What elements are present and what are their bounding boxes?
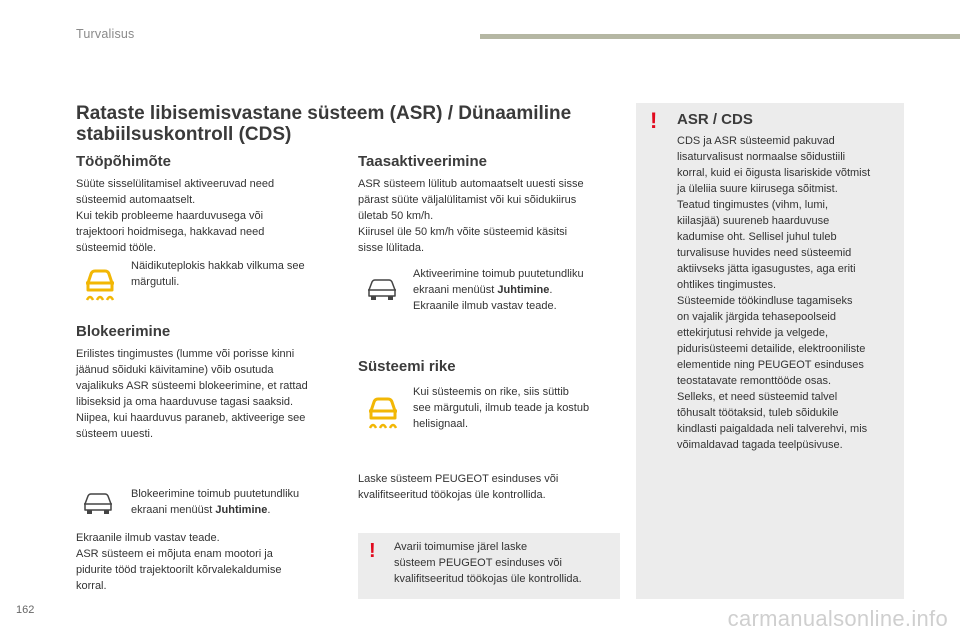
exclamation-warning-icon: !: [369, 540, 376, 562]
heading-susteemi-rike: Süsteemi rike: [358, 358, 456, 375]
taasaktiveerimine-text: ASR süsteem lülitub automaatselt uuesti sisse pärast süüte väljalülitamist või kui sõidukiirus ületab 50 km/h. Kiirusel üle 50 km/h võite süsteemid käsitsi sisse lülitada.: [358, 178, 584, 254]
rike-text: Laske süsteem PEUGEOT esinduses või kvalifitseeritud töökojas üle kontrollida.: [358, 473, 559, 501]
heading-toopohimote: Tööpõhimõte: [76, 153, 171, 170]
watermark: carmanualsonline.info: [727, 606, 948, 631]
page-number: 162: [16, 604, 35, 616]
asr-cds-text: CDS ja ASR süsteemid pakuvad lisaturvalisust normaalse sõidustiili korral, kuid ei õigusta lisariskide võtmist ja üleliia suure kiirusega sõitmist. Teatud tingimustes (vihm, lumi, kiilasjää) suureneb haarduvuse kadumise oht. Sellisel juhul tuleb turvalisuse huvides need süsteemid aktiivseks jätta igasugustes, aga eriti ohtlikes tingimustes. Süsteemide töökindluse tagamiseks on vajalik järgida tehasepoolseid ettekirjutusi rehvide ja velgede, pidurisüsteemi detailide, elektrooniliste elementide ning PEUGEOT esinduses teostatavate remonttööde osas. Selleks, et need süsteemid talvel tõhusalt töötaksid, tuleb sõidukile kindlasti paigaldada neli talverehvi, mis võimaldavad tagada teelpüsivuse.: [677, 135, 871, 451]
blokeerimine-after-text: Ekraanile ilmub vastav teade. ASR süsteem ei mõjuta enam mootori ja pidurite tööd trajektoorilt kõrvalekaldumise korral.: [76, 532, 282, 592]
esp-warning-lamp-icon: [80, 263, 120, 308]
rike-icon-text: Kui süsteemis on rike, siis süttib see märgutuli, ilmub teade ja kostub helisignaal.: [413, 386, 590, 430]
section-label: Turvalisus: [76, 27, 135, 41]
header-bar: [480, 34, 960, 39]
toopohimote-icon-text: Näidikuteplokis hakkab vilkuma see märgutuli.: [131, 260, 305, 288]
car-touchscreen-icon: [80, 490, 116, 521]
heading-blokeerimine: Blokeerimine: [76, 323, 171, 340]
blokeerimine-touch-text: Blokeerimine toimub puutetundliku ekraani menüüst Juhtimine.: [131, 488, 300, 516]
taasaktiveerimine-after-text: Ekraanile ilmub vastav teade.: [413, 300, 557, 312]
blokeerimine-text: Erilistes tingimustes (lumme või porisse kinni jäänud sõiduki käivitamine) võib osutuda vajalikuks ASR süsteemi blokeerimine, et rattad libiseksid ja oma haarduvuse tagasi saaksid. Niipea, kui haarduvus paraneb, aktiveerige see süsteem uuesti.: [76, 348, 308, 440]
heading-asr-cds: ASR / CDS: [677, 111, 753, 128]
esp-fault-lamp-icon: [363, 391, 403, 436]
exclamation-warning-icon-2: !: [650, 108, 658, 133]
toopohimote-text: Süüte sisselülitamisel aktiveeruvad need süsteemid automaatselt. Kui tekib probleeme haarduvusega või trajektoori hoidmisega, hakkavad need süsteemid tööle.: [76, 178, 275, 254]
heading-taasaktiveerimine: Taasaktiveerimine: [358, 153, 487, 170]
accident-note-text: Avarii toimumise järel laske süsteem PEUGEOT esinduses või kvalifitseeritud töökojas üle kontrollida.: [394, 541, 582, 585]
taasaktiveerimine-touch-text: Aktiveerimine toimub puutetundliku ekraani menüüst Juhtimine.: [413, 268, 584, 296]
car-touchscreen-icon-2: [364, 276, 400, 307]
page-title: Rataste libisemisvastane süsteem (ASR) / Dünaamiline stabiilsuskontroll (CDS): [76, 103, 572, 145]
